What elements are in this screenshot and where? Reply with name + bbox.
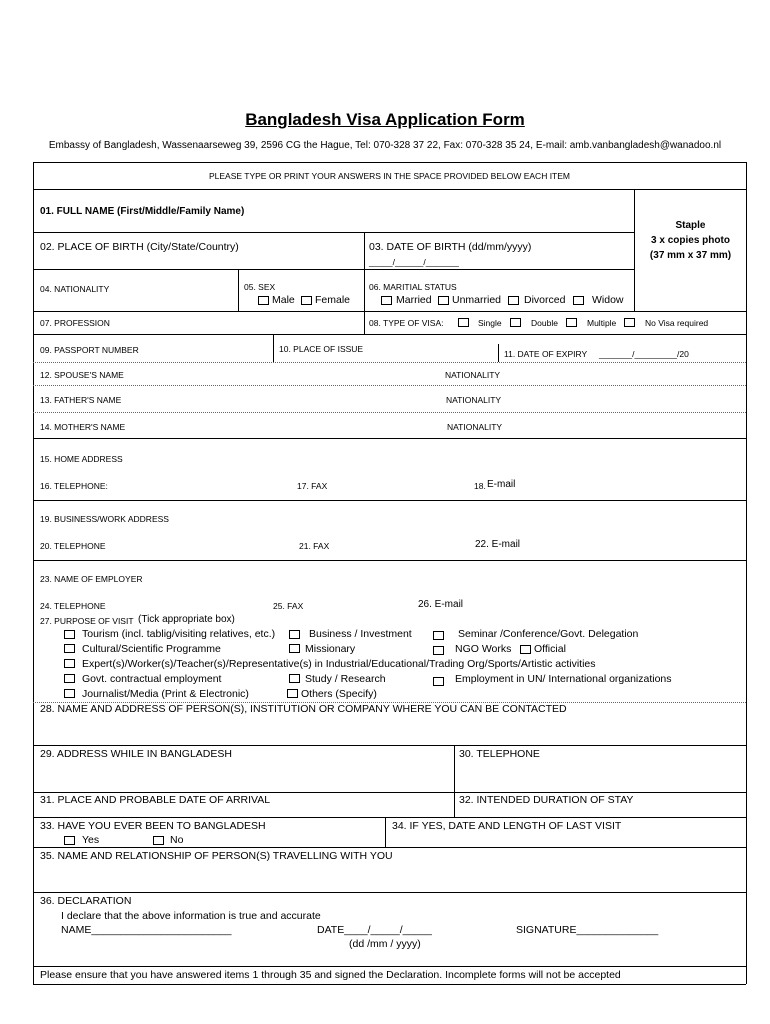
- date-of-birth-blank: _____/______/_______: [369, 257, 459, 267]
- father-nationality[interactable]: NATIONALITY: [446, 395, 502, 405]
- been-no-checkbox[interactable]: [153, 836, 164, 845]
- field-email-home-number: 18.: [474, 481, 486, 491]
- purpose-expert-checkbox[interactable]: [64, 659, 75, 668]
- divider: [33, 966, 746, 967]
- field-email-employer[interactable]: 26. E-mail: [418, 599, 464, 610]
- divider: [33, 892, 746, 893]
- spouse-nationality[interactable]: NATIONALITY: [445, 370, 501, 380]
- field-been-to-bangladesh: 33. HAVE YOU EVER BEEN TO BANGLADESH: [40, 820, 266, 832]
- field-mother-name[interactable]: 14. MOTHER'S NAME: [40, 422, 126, 432]
- mother-nationality[interactable]: NATIONALITY: [447, 422, 503, 432]
- unmarried-checkbox[interactable]: [438, 296, 449, 305]
- purpose-business-label: Business / Investment: [309, 628, 412, 640]
- divider: [33, 560, 746, 561]
- visa-single-checkbox[interactable]: [458, 318, 469, 327]
- purpose-hint: (Tick appropriate box): [138, 614, 235, 625]
- purpose-ngo-checkbox[interactable]: [433, 646, 444, 655]
- purpose-missionary-label: Missionary: [305, 643, 356, 655]
- purpose-ngo-label: NGO Works: [455, 643, 512, 655]
- declaration-name[interactable]: NAME________________________: [61, 924, 232, 936]
- field-full-name[interactable]: 01. FULL NAME (First/Middle/Family Name): [40, 206, 245, 217]
- declaration-text: I declare that the above information is true and accurate: [61, 910, 321, 922]
- divider: [33, 438, 746, 439]
- field-place-of-birth[interactable]: 02. PLACE OF BIRTH (City/State/Country): [40, 241, 239, 253]
- sex-female-label: Female: [315, 294, 351, 306]
- purpose-tourism-label: Tourism (incl. tablig/visiting relatives, etc.): [82, 628, 276, 640]
- purpose-employment-label: Employment in UN/ International organizations: [455, 673, 672, 685]
- divider: [33, 847, 746, 848]
- purpose-others-label: Others (Specify): [301, 688, 377, 700]
- instructions: PLEASE TYPE OR PRINT YOUR ANSWERS IN THE SPACE PROVIDED BELOW EACH ITEM: [208, 171, 571, 181]
- divider: [238, 269, 239, 311]
- divider: [33, 311, 746, 312]
- sex-male-label: Male: [272, 294, 295, 306]
- divider: [33, 334, 746, 335]
- purpose-study-checkbox[interactable]: [289, 674, 300, 683]
- purpose-study-label: Study / Research: [305, 673, 386, 685]
- divider: [33, 817, 746, 818]
- been-no-label: No: [170, 834, 184, 846]
- married-label: Married: [396, 294, 432, 306]
- field-contact-person[interactable]: 28. NAME AND ADDRESS OF PERSON(S), INSTITUTION OR COMPANY WHERE YOU CAN BE CONTACTED: [40, 703, 567, 715]
- purpose-others-checkbox[interactable]: [287, 689, 298, 698]
- divider: [273, 334, 274, 362]
- purpose-seminar-label: Seminar /Conference/Govt. Delegation: [458, 628, 639, 640]
- field-email-home[interactable]: E-mail: [487, 479, 516, 490]
- purpose-journalist-label: Journalist/Media (Print & Electronic): [82, 688, 249, 700]
- no-visa-label: No Visa required: [645, 318, 709, 328]
- frame-bottom: [33, 984, 746, 985]
- divider: [33, 500, 746, 501]
- purpose-tourism-checkbox[interactable]: [64, 630, 75, 639]
- divorced-label: Divorced: [524, 294, 566, 306]
- purpose-official-label: Official: [534, 643, 566, 655]
- field-profession[interactable]: 07. PROFESSION: [40, 318, 110, 328]
- field-business-address[interactable]: 19. BUSINESS/WORK ADDRESS: [40, 514, 169, 524]
- no-visa-checkbox[interactable]: [624, 318, 635, 327]
- photo-label: Staple: [675, 220, 706, 231]
- divider: [33, 385, 746, 386]
- field-nationality[interactable]: 04. NATIONALITY: [40, 284, 110, 294]
- widow-checkbox[interactable]: [573, 296, 584, 305]
- married-checkbox[interactable]: [381, 296, 392, 305]
- purpose-expert-label: Expert(s)/Worker(s)/Teacher(s)/Representative(s) in Industrial/Educational/Trading Org/Sports/Artistic activities: [82, 658, 596, 670]
- field-purpose-of-visit: 27. PURPOSE OF VISIT: [40, 616, 134, 626]
- embassy-contact: Embassy of Bangladesh, Wassenaarseweg 39, 2596 CG the Hague, Tel: 070-328 37 22, Fax: 070-328 35 24, E-mail: amb.vanbangladesh@wanadoo.nl: [48, 140, 722, 151]
- date-format-hint: (dd /mm / yyyy): [349, 938, 421, 950]
- purpose-missionary-checkbox[interactable]: [289, 644, 300, 653]
- field-travelling-companions[interactable]: 35. NAME AND RELATIONSHIP OF PERSON(S) TRAVELLING WITH YOU: [40, 850, 393, 862]
- declaration-date[interactable]: DATE____/_____/_____: [317, 924, 432, 936]
- field-fax-employer[interactable]: 25. FAX: [273, 601, 304, 611]
- date-of-expiry-blank: _______/_________/20: [599, 349, 689, 359]
- visa-single-label: Single: [478, 318, 502, 328]
- divider: [33, 232, 634, 233]
- widow-label: Widow: [592, 294, 624, 306]
- purpose-journalist-checkbox[interactable]: [64, 689, 75, 698]
- field-date-of-birth[interactable]: 03. DATE OF BIRTH (dd/mm/yyyy): [369, 241, 532, 253]
- field-declaration: 36. DECLARATION: [40, 895, 132, 907]
- visa-double-checkbox[interactable]: [510, 318, 521, 327]
- field-place-of-issue[interactable]: 10. PLACE OF ISSUE: [279, 344, 364, 354]
- sex-female-checkbox[interactable]: [301, 296, 312, 305]
- field-telephone-work[interactable]: 20. TELEPHONE: [40, 541, 106, 551]
- visa-multiple-label: Multiple: [587, 318, 617, 328]
- divorced-checkbox[interactable]: [508, 296, 519, 305]
- divider: [364, 269, 365, 311]
- frame-top: [33, 162, 746, 163]
- visa-multiple-checkbox[interactable]: [566, 318, 577, 327]
- been-yes-label: Yes: [82, 834, 100, 846]
- field-telephone-employer[interactable]: 24. TELEPHONE: [40, 601, 106, 611]
- purpose-official-checkbox[interactable]: [520, 645, 531, 654]
- divider: [33, 792, 746, 793]
- divider: [33, 189, 746, 190]
- divider: [364, 232, 365, 269]
- sex-male-checkbox[interactable]: [258, 296, 269, 305]
- field-address-in-bangladesh[interactable]: 29. ADDRESS WHILE IN BANGLADESH: [40, 748, 232, 760]
- field-marital-status: 06. MARITIAL STATUS: [369, 282, 457, 292]
- field-visa-type: 08. TYPE OF VISA:: [369, 318, 444, 328]
- purpose-employment-checkbox[interactable]: [433, 677, 444, 686]
- purpose-seminar-checkbox[interactable]: [433, 631, 444, 640]
- divider: [33, 362, 746, 363]
- photo-size: (37 mm x 37 mm): [649, 250, 732, 261]
- field-fax-home[interactable]: 17. FAX: [297, 481, 328, 491]
- purpose-govt-checkbox[interactable]: [64, 674, 75, 683]
- field-father-name[interactable]: 13. FATHER'S NAME: [40, 395, 122, 405]
- divider: [385, 817, 386, 847]
- purpose-business-checkbox[interactable]: [289, 630, 300, 639]
- purpose-cultural-checkbox: [64, 644, 75, 653]
- field-email-work[interactable]: 22. E-mail: [475, 539, 521, 550]
- field-date-of-expiry[interactable]: 11. DATE OF EXPIRY: [504, 349, 588, 359]
- photo-copies: 3 x copies photo: [651, 235, 730, 246]
- unmarried-label: Unmarried: [452, 294, 502, 306]
- field-last-visit[interactable]: 34. IF YES, DATE AND LENGTH OF LAST VISIT: [392, 820, 622, 832]
- field-home-address[interactable]: 15. HOME ADDRESS: [40, 454, 123, 464]
- divider: [33, 412, 746, 413]
- frame-left: [33, 162, 34, 984]
- field-arrival[interactable]: 31. PLACE AND PROBABLE DATE OF ARRIVAL: [40, 794, 271, 806]
- field-sex: 05. SEX: [244, 282, 276, 292]
- divider: [454, 792, 455, 817]
- divider: [33, 745, 746, 746]
- form-title: Bangladesh Visa Application Form: [245, 110, 525, 129]
- divider: [364, 311, 365, 334]
- field-duration-of-stay[interactable]: 32. INTENDED DURATION OF STAY: [459, 794, 634, 806]
- divider: [454, 745, 455, 792]
- footer-note: Please ensure that you have answered items 1 through 35 and signed the Declaration. Incomplete forms will not be accepted: [40, 969, 621, 981]
- field-telephone-bangladesh[interactable]: 30. TELEPHONE: [459, 748, 540, 760]
- frame-right: [746, 162, 747, 984]
- divider: [498, 344, 499, 362]
- field-fax-work[interactable]: 21. FAX: [299, 541, 330, 551]
- visa-double-label: Double: [531, 318, 558, 328]
- purpose-govt-label: Govt. contractual employment: [82, 673, 222, 685]
- divider: [33, 269, 634, 270]
- field-telephone-home[interactable]: 16. TELEPHONE:: [40, 481, 108, 491]
- field-passport-number[interactable]: 09. PASSPORT NUMBER: [40, 345, 139, 355]
- been-yes-checkbox[interactable]: [64, 836, 75, 845]
- declaration-signature[interactable]: SIGNATURE______________: [516, 924, 659, 936]
- purpose-cultural-label: Cultural/Scientific Programme: [82, 643, 221, 655]
- field-spouse-name[interactable]: 12. SPOUSE'S NAME: [40, 370, 124, 380]
- field-employer-name[interactable]: 23. NAME OF EMPLOYER: [40, 574, 143, 584]
